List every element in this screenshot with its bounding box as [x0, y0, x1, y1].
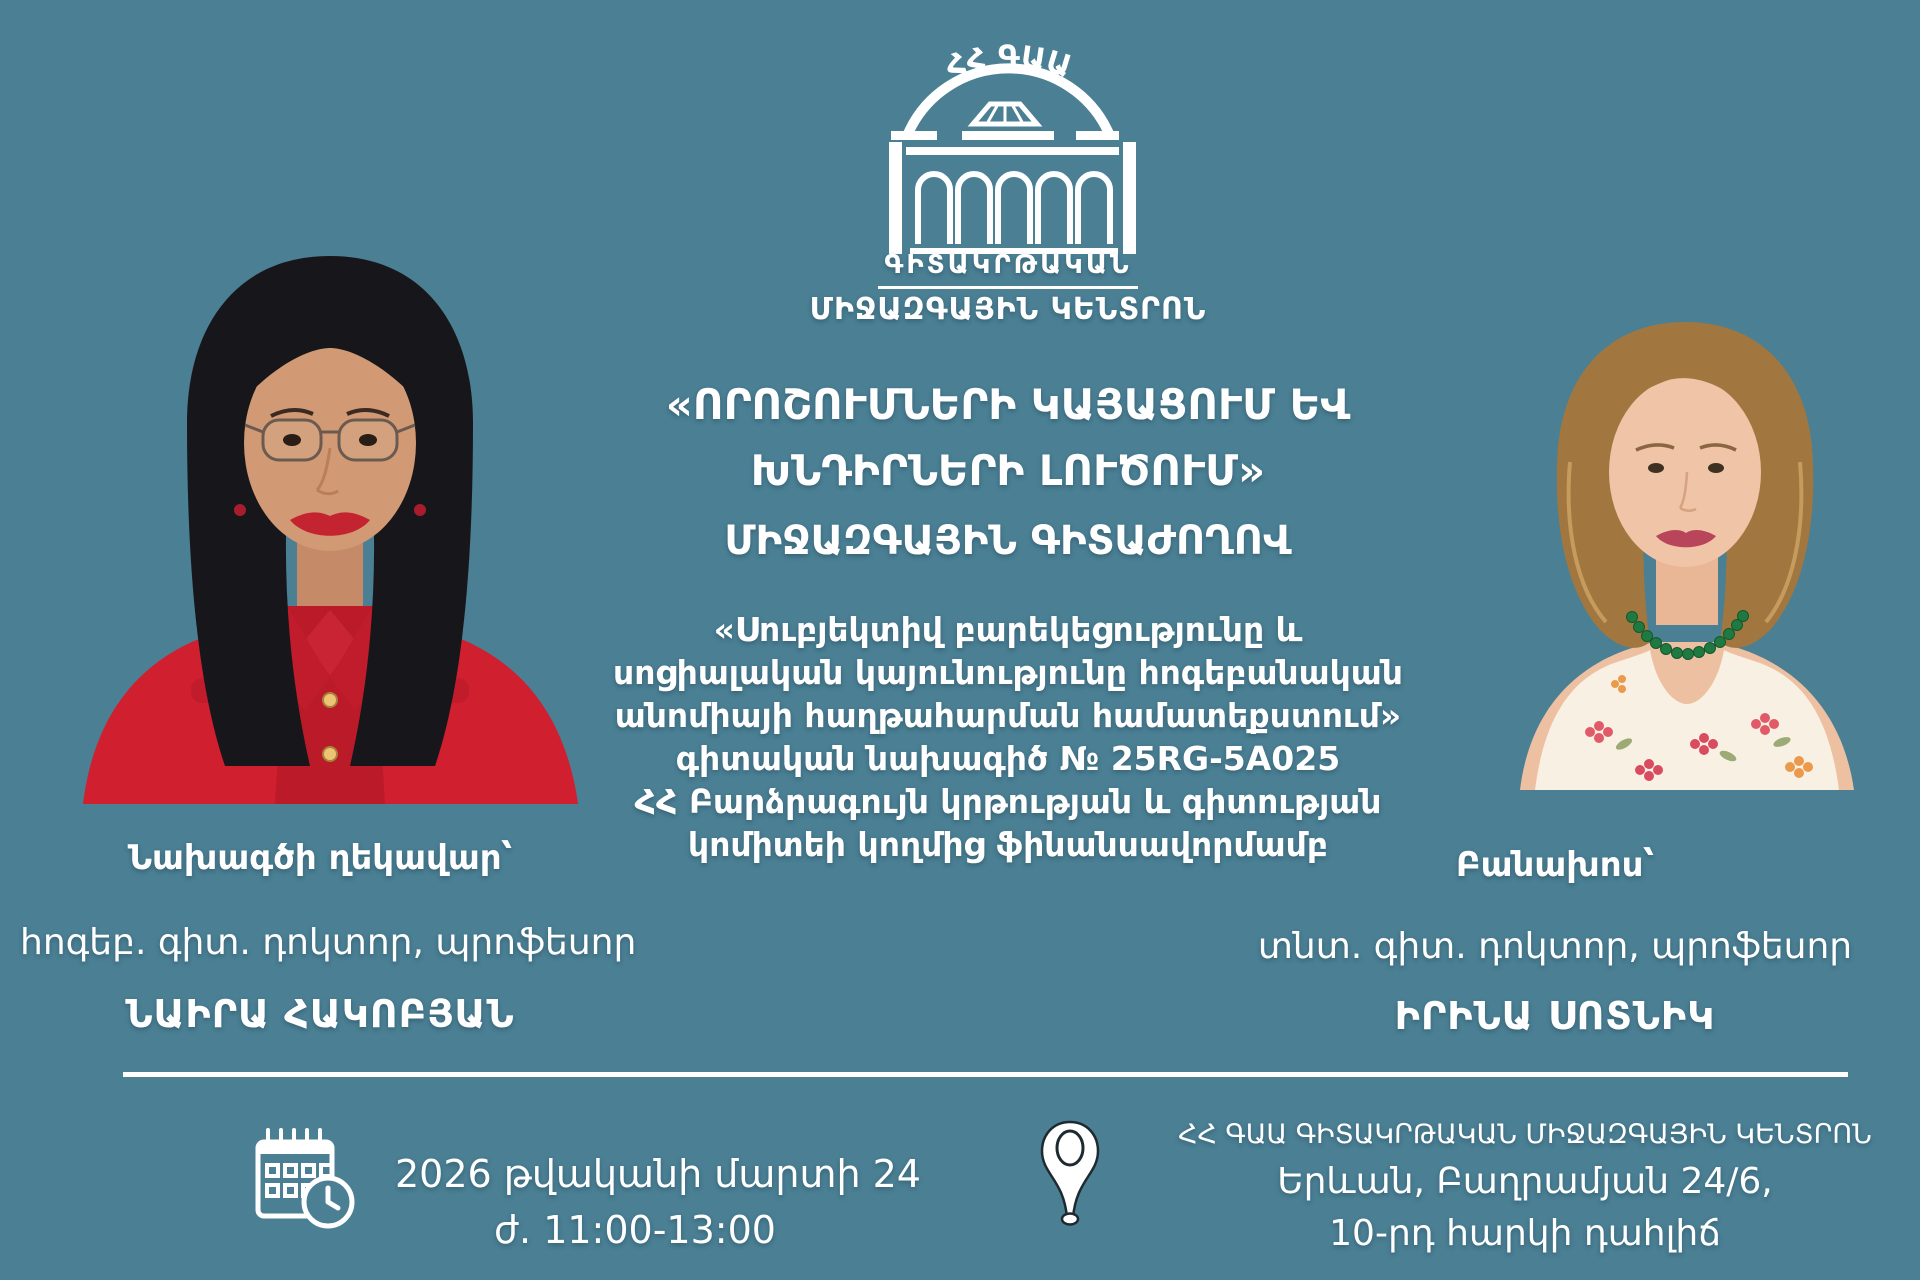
project-lead-name: ՆԱԻՐԱ ՀԱԿՈԲՅԱՆ: [125, 992, 515, 1036]
project-lead-photo: [75, 248, 585, 804]
project-line: անոմիայի հաղթահարման համատեքստում»: [614, 696, 1402, 735]
project-line: գիտական նախագիծ № 25RG-5A025: [675, 739, 1341, 778]
speaker-role: Բանախոս՝: [1455, 845, 1655, 885]
venue-hall: 10-րդ հարկի դահլիճ: [1329, 1213, 1721, 1254]
event-type: ՄԻՋԱԶԳԱՅԻՆ ԳԻՏԱԺՈՂՈՎ: [724, 518, 1292, 564]
academy-building-icon: [768, 28, 1248, 264]
speaker-photo: [1460, 312, 1910, 790]
logo-name-line2: ՄԻՋԱԶԳԱՅԻՆ ԿԵՆՏՐՈՆ: [809, 292, 1207, 327]
project-description: [518, 608, 1498, 866]
event-datetime: [395, 1146, 921, 1258]
event-headline: [548, 372, 1468, 504]
footer-divider: [123, 1072, 1848, 1077]
project-line: «Սուբյեկտիվ բարեկեցությունը և: [713, 610, 1303, 649]
speaker-name: ԻՐԻՆԱ ՍՈՏՆԻԿ: [1394, 994, 1716, 1038]
headline-line1: «ՈՐՈՇՈՒՄՆԵՐԻ ԿԱՅԱՑՈՒՄ ԵՎ: [665, 380, 1351, 429]
location-pin-icon: [1038, 1118, 1102, 1258]
calendar-clock-icon: [250, 1124, 358, 1232]
project-lead-role: Նախագծի ղեկավար՝: [127, 838, 513, 878]
project-line: ՀՀ Բարձրագույն կրթության և գիտության: [634, 782, 1382, 821]
project-line: կոմիտեի կողմից ֆինանսավորմամբ: [687, 825, 1329, 864]
event-time: ժ. 11:00-13:00: [494, 1208, 776, 1252]
speaker-degree: տնտ. գիտ. դոկտոր, պրոֆեսոր: [1257, 926, 1853, 967]
venue-address: Երևան, Բաղրամյան 24/6,: [1277, 1161, 1773, 1202]
headline-line2: ԽՆԴԻՐՆԵՐԻ ԼՈՒԾՈՒՄ»: [750, 446, 1266, 495]
event-date: 2026 թվականի մարտի 24: [395, 1152, 921, 1196]
logo-divider: [878, 286, 1138, 289]
venue-name: ՀՀ ԳԱԱ ԳԻՏԱԿՐԹԱԿԱՆ ՄԻՋԱԶԳԱՅԻՆ ԿԵՆՏՐՈՆ: [1178, 1119, 1872, 1150]
logo-name-line1: ԳԻՏԱԿՐԹԱԿԱՆ: [884, 250, 1132, 280]
logo-arc-text: ՀՀ ԳԱԱ: [941, 39, 1076, 86]
venue: [1140, 1114, 1910, 1260]
project-lead-degree: հոգեբ. գիտ. դոկտոր, պրոֆեսոր: [20, 922, 637, 963]
project-line: սոցիալական կայունությունը հոգեբանական: [613, 653, 1403, 692]
